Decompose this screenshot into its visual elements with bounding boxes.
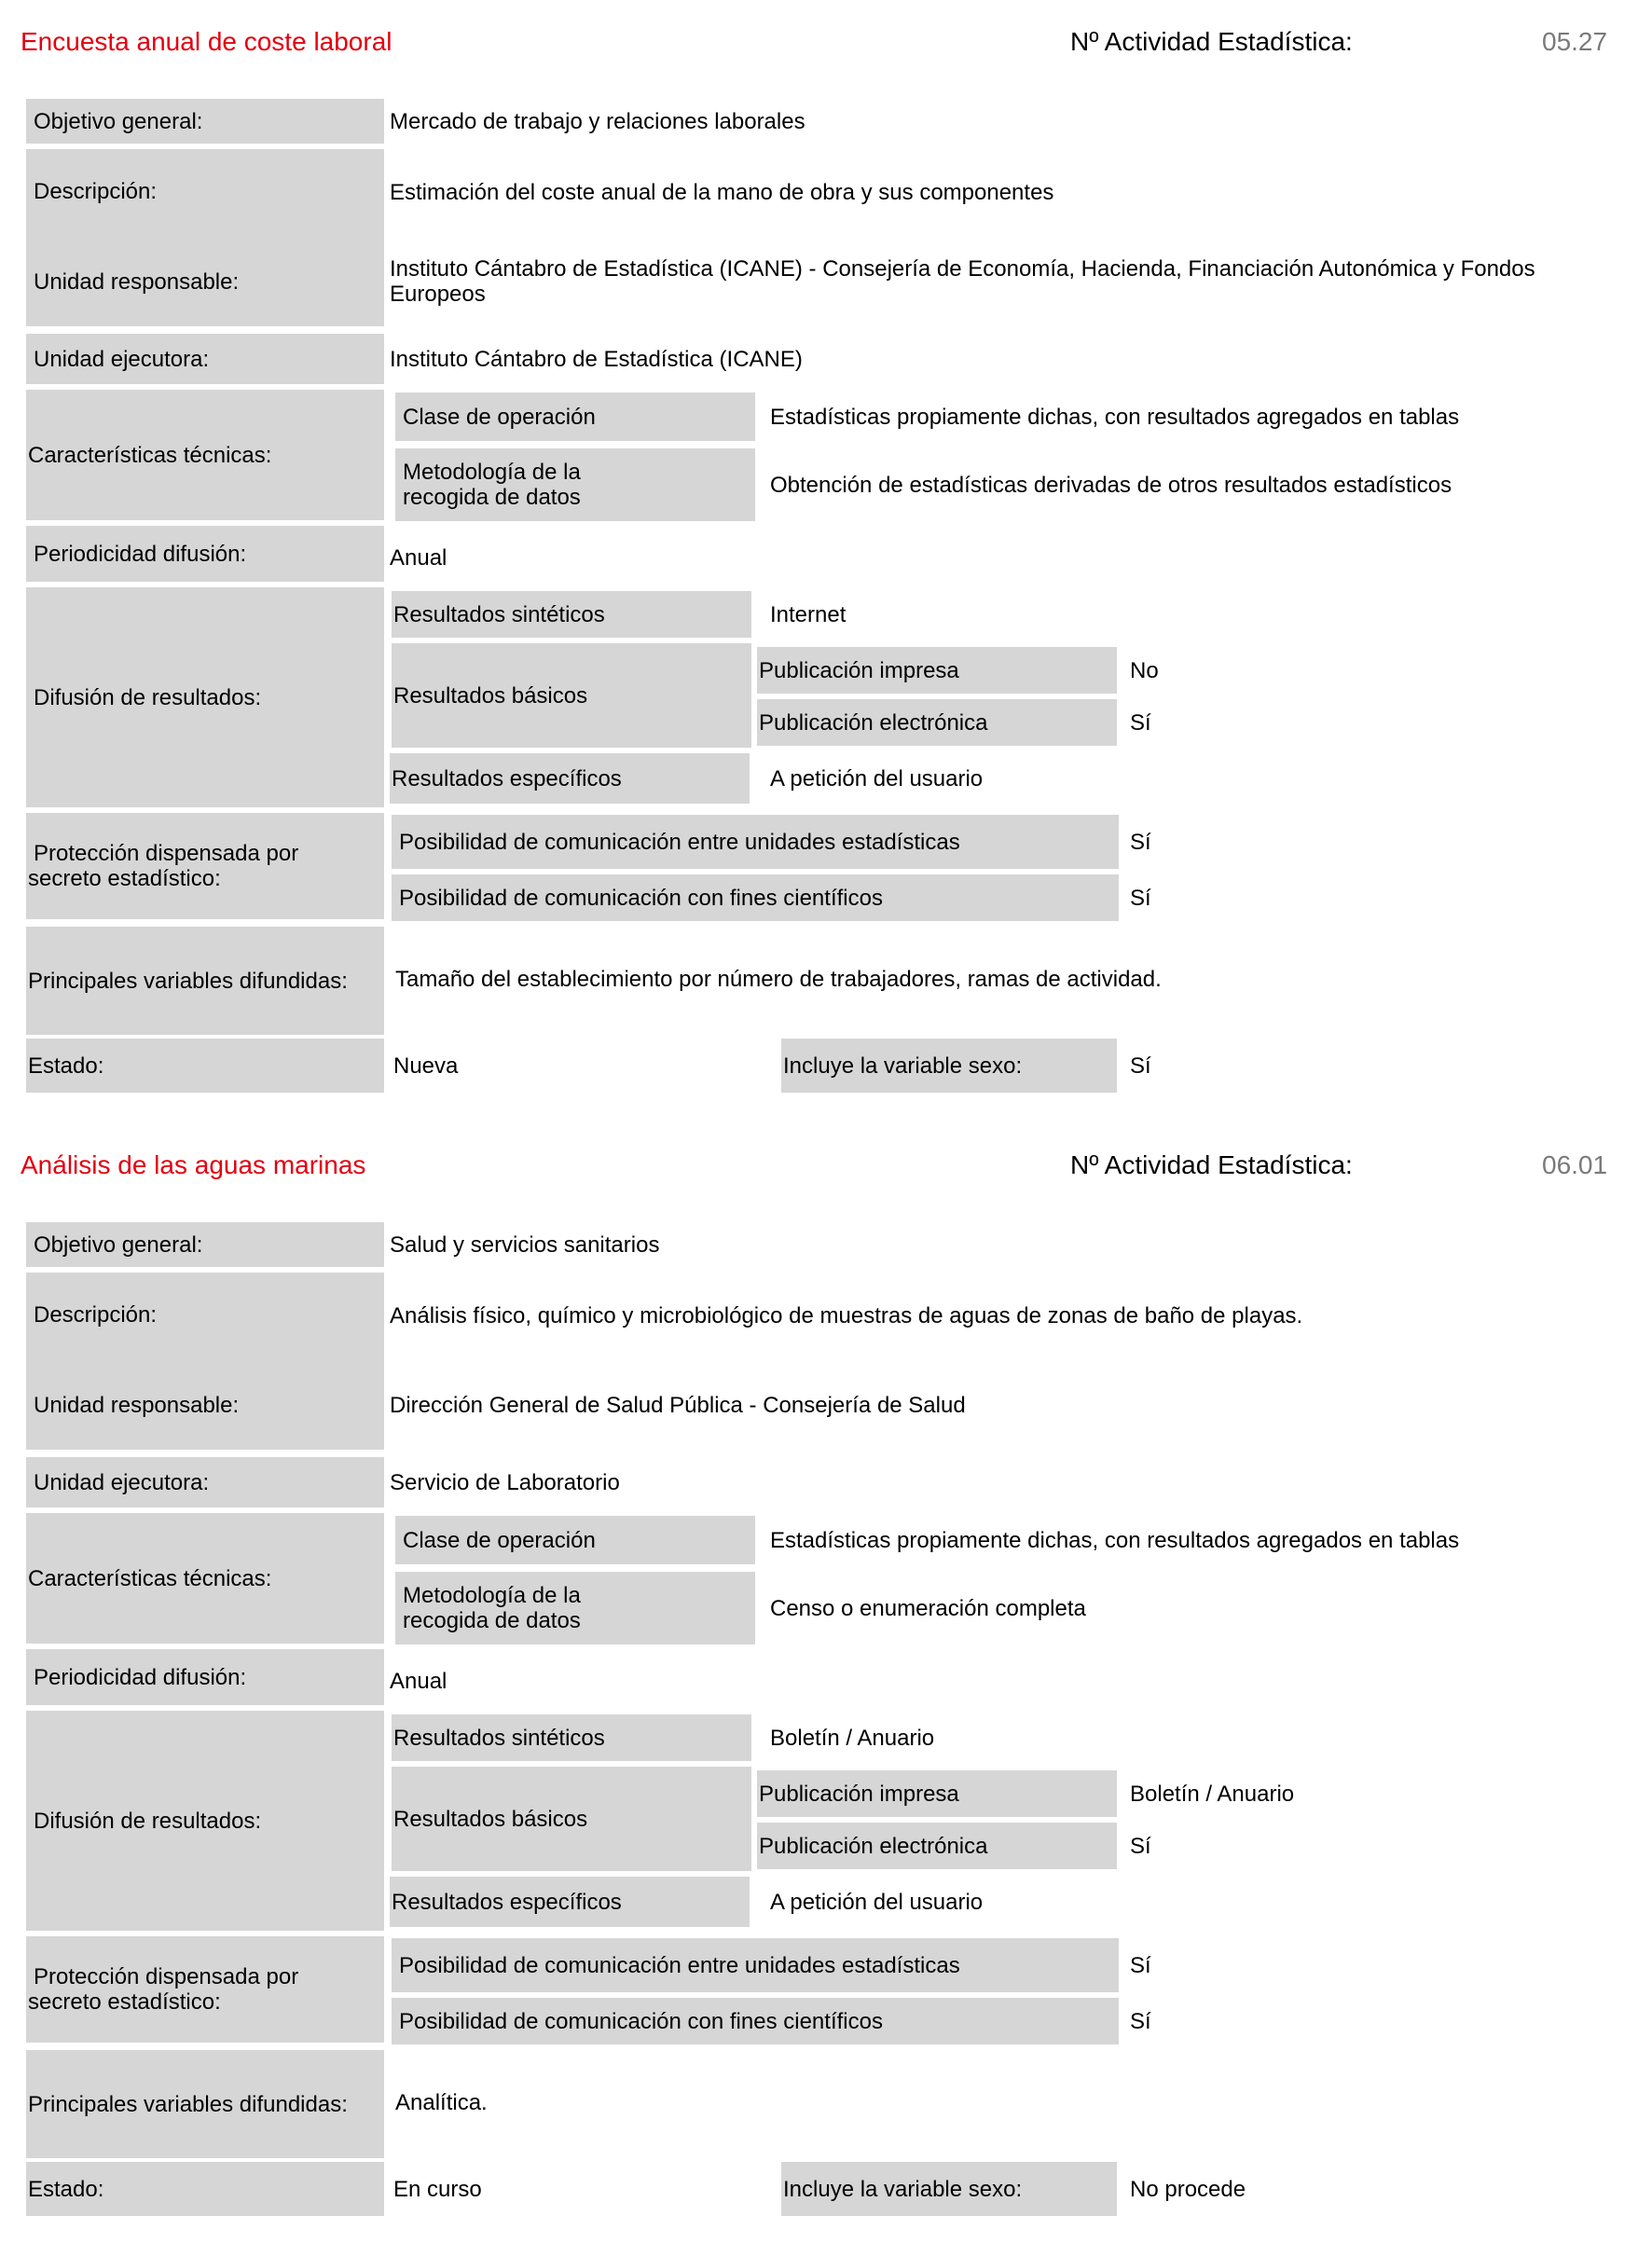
methodology-value: Censo o enumeración completa — [770, 1595, 1086, 1621]
activity-number-label: Nº Actividad Estadística: — [1070, 1150, 1353, 1179]
operation-class-value: Estadísticas propiamente dichas, con resultados agregados en tablas — [770, 1527, 1460, 1553]
electronic-publication-value: Sí — [1130, 709, 1151, 736]
specific-results-label: Resultados específicos — [390, 1877, 750, 1927]
protection-label-line: Protección dispensada por — [34, 1964, 299, 1989]
objective-label: Objetivo general: — [26, 1222, 384, 1267]
sex-variable-label: Incluye la variable sexo: — [781, 2162, 1117, 2216]
methodology-label — [395, 448, 755, 521]
methodology-label — [395, 1572, 755, 1645]
status-value: En curso — [393, 2176, 482, 2202]
methodology-value: Obtención de estadísticas derivadas de otros resultados estadísticos — [770, 472, 1452, 498]
methodology-label-line: Metodología de la — [403, 1583, 581, 1608]
methodology-label-line: recogida de datos — [403, 485, 581, 510]
main-variables-value: Analítica. — [395, 2089, 488, 2115]
main-variables-label: Principales variables difundidas: — [26, 927, 384, 1035]
synthetic-results-value: Boletín / Anuario — [770, 1725, 935, 1751]
description-label: Descripción: — [26, 149, 384, 326]
description-label: Descripción: — [26, 1273, 384, 1450]
comm-scientific-value: Sí — [1130, 2008, 1151, 2034]
operation-class-label: Clase de operación — [395, 1516, 755, 1564]
printed-publication-value: Boletín / Anuario — [1130, 1781, 1295, 1807]
objective-label: Objetivo general: — [26, 99, 384, 144]
synthetic-results-value: Internet — [770, 601, 847, 627]
comm-statistical-units-label: Posibilidad de comunicación entre unidades estadísticas — [392, 1938, 1119, 1992]
electronic-publication-label: Publicación electrónica — [757, 699, 1117, 746]
periodicity-label: Periodicidad difusión: — [26, 1649, 384, 1705]
printed-publication-label: Publicación impresa — [757, 1770, 1117, 1817]
dissemination-label: Difusión de resultados: — [26, 587, 384, 807]
basic-results-label: Resultados básicos — [392, 643, 751, 748]
sex-variable-value: No procede — [1130, 2176, 1246, 2202]
responsible-unit-label: Unidad responsable: — [34, 1392, 240, 1418]
basic-results-label: Resultados básicos — [392, 1767, 751, 1871]
periodicity-value: Anual — [390, 1668, 447, 1694]
synthetic-results-label: Resultados sintéticos — [392, 591, 751, 638]
electronic-publication-value: Sí — [1130, 1833, 1151, 1859]
main-variables-label: Principales variables difundidas: — [26, 2050, 384, 2158]
operation-class-label: Clase de operación — [395, 392, 755, 441]
sex-variable-label: Incluye la variable sexo: — [781, 1039, 1117, 1093]
activity-number-value: 05.27 — [1542, 27, 1608, 56]
comm-scientific-label: Posibilidad de comunicación con fines científicos — [392, 874, 1119, 921]
electronic-publication-label: Publicación electrónica — [757, 1823, 1117, 1869]
executing-unit-label: Unidad ejecutora: — [26, 1457, 384, 1507]
protection-label-line: secreto estadístico: — [28, 1989, 221, 2015]
executing-unit-value: Instituto Cántabro de Estadística (ICANE) — [390, 346, 803, 372]
protection-label-line: Protección dispensada por — [34, 841, 299, 866]
comm-scientific-label: Posibilidad de comunicación con fines científicos — [392, 1998, 1119, 2044]
synthetic-results-label: Resultados sintéticos — [392, 1714, 751, 1761]
status-label: Estado: — [26, 2162, 384, 2216]
periodicity-value: Anual — [390, 544, 447, 571]
main-variables-value: Tamaño del establecimiento por número de trabajadores, ramas de actividad. — [395, 966, 1162, 992]
protection-label — [26, 1936, 384, 2043]
printed-publication-value: No — [1130, 657, 1159, 683]
statistical-activity-record — [0, 0, 1652, 1091]
comm-statistical-units-value: Sí — [1130, 1952, 1151, 1978]
protection-label — [26, 813, 384, 919]
description-value: Análisis físico, químico y microbiológico de muestras de aguas de zonas de baño de playas. — [390, 1302, 1303, 1328]
statistical-activity-record — [0, 1123, 1652, 2214]
objective-value: Mercado de trabajo y relaciones laborales — [390, 108, 805, 134]
sex-variable-value: Sí — [1130, 1053, 1151, 1079]
operation-class-value: Estadísticas propiamente dichas, con resultados agregados en tablas — [770, 404, 1460, 430]
comm-scientific-value: Sí — [1130, 885, 1151, 911]
responsible-unit-value: Dirección General de Salud Pública - Consejería de Salud — [390, 1392, 966, 1418]
specific-results-value: A petición del usuario — [770, 1889, 984, 1915]
printed-publication-label: Publicación impresa — [757, 647, 1117, 694]
comm-statistical-units-label: Posibilidad de comunicación entre unidades estadísticas — [392, 815, 1119, 869]
description-value: Estimación del coste anual de la mano de obra y sus componentes — [390, 179, 1054, 205]
record-title: Análisis de las aguas marinas — [21, 1150, 366, 1179]
dissemination-label: Difusión de resultados: — [26, 1711, 384, 1931]
responsible-unit-label: Unidad responsable: — [34, 268, 240, 295]
technical-characteristics-label: Características técnicas: — [26, 390, 384, 520]
executing-unit-label: Unidad ejecutora: — [26, 334, 384, 384]
activity-number-label: Nº Actividad Estadística: — [1070, 27, 1353, 56]
activity-number-value: 06.01 — [1542, 1150, 1608, 1179]
responsible-unit-value: Instituto Cántabro de Estadística (ICANE) - Consejería de Economía, Hacienda, Financiación Autonómica y Fondos Europeos — [390, 256, 1535, 307]
methodology-label-line: Metodología de la — [403, 460, 581, 485]
record-title: Encuesta anual de coste laboral — [21, 27, 392, 56]
technical-characteristics-label: Características técnicas: — [26, 1513, 384, 1644]
protection-label-line: secreto estadístico: — [28, 866, 221, 891]
comm-statistical-units-value: Sí — [1130, 829, 1151, 855]
specific-results-value: A petición del usuario — [770, 765, 984, 791]
periodicity-label: Periodicidad difusión: — [26, 526, 384, 582]
objective-value: Salud y servicios sanitarios — [390, 1232, 660, 1258]
status-label: Estado: — [26, 1039, 384, 1093]
specific-results-label: Resultados específicos — [390, 753, 750, 804]
executing-unit-value: Servicio de Laboratorio — [390, 1469, 620, 1495]
status-value: Nueva — [393, 1053, 459, 1079]
methodology-label-line: recogida de datos — [403, 1608, 581, 1633]
